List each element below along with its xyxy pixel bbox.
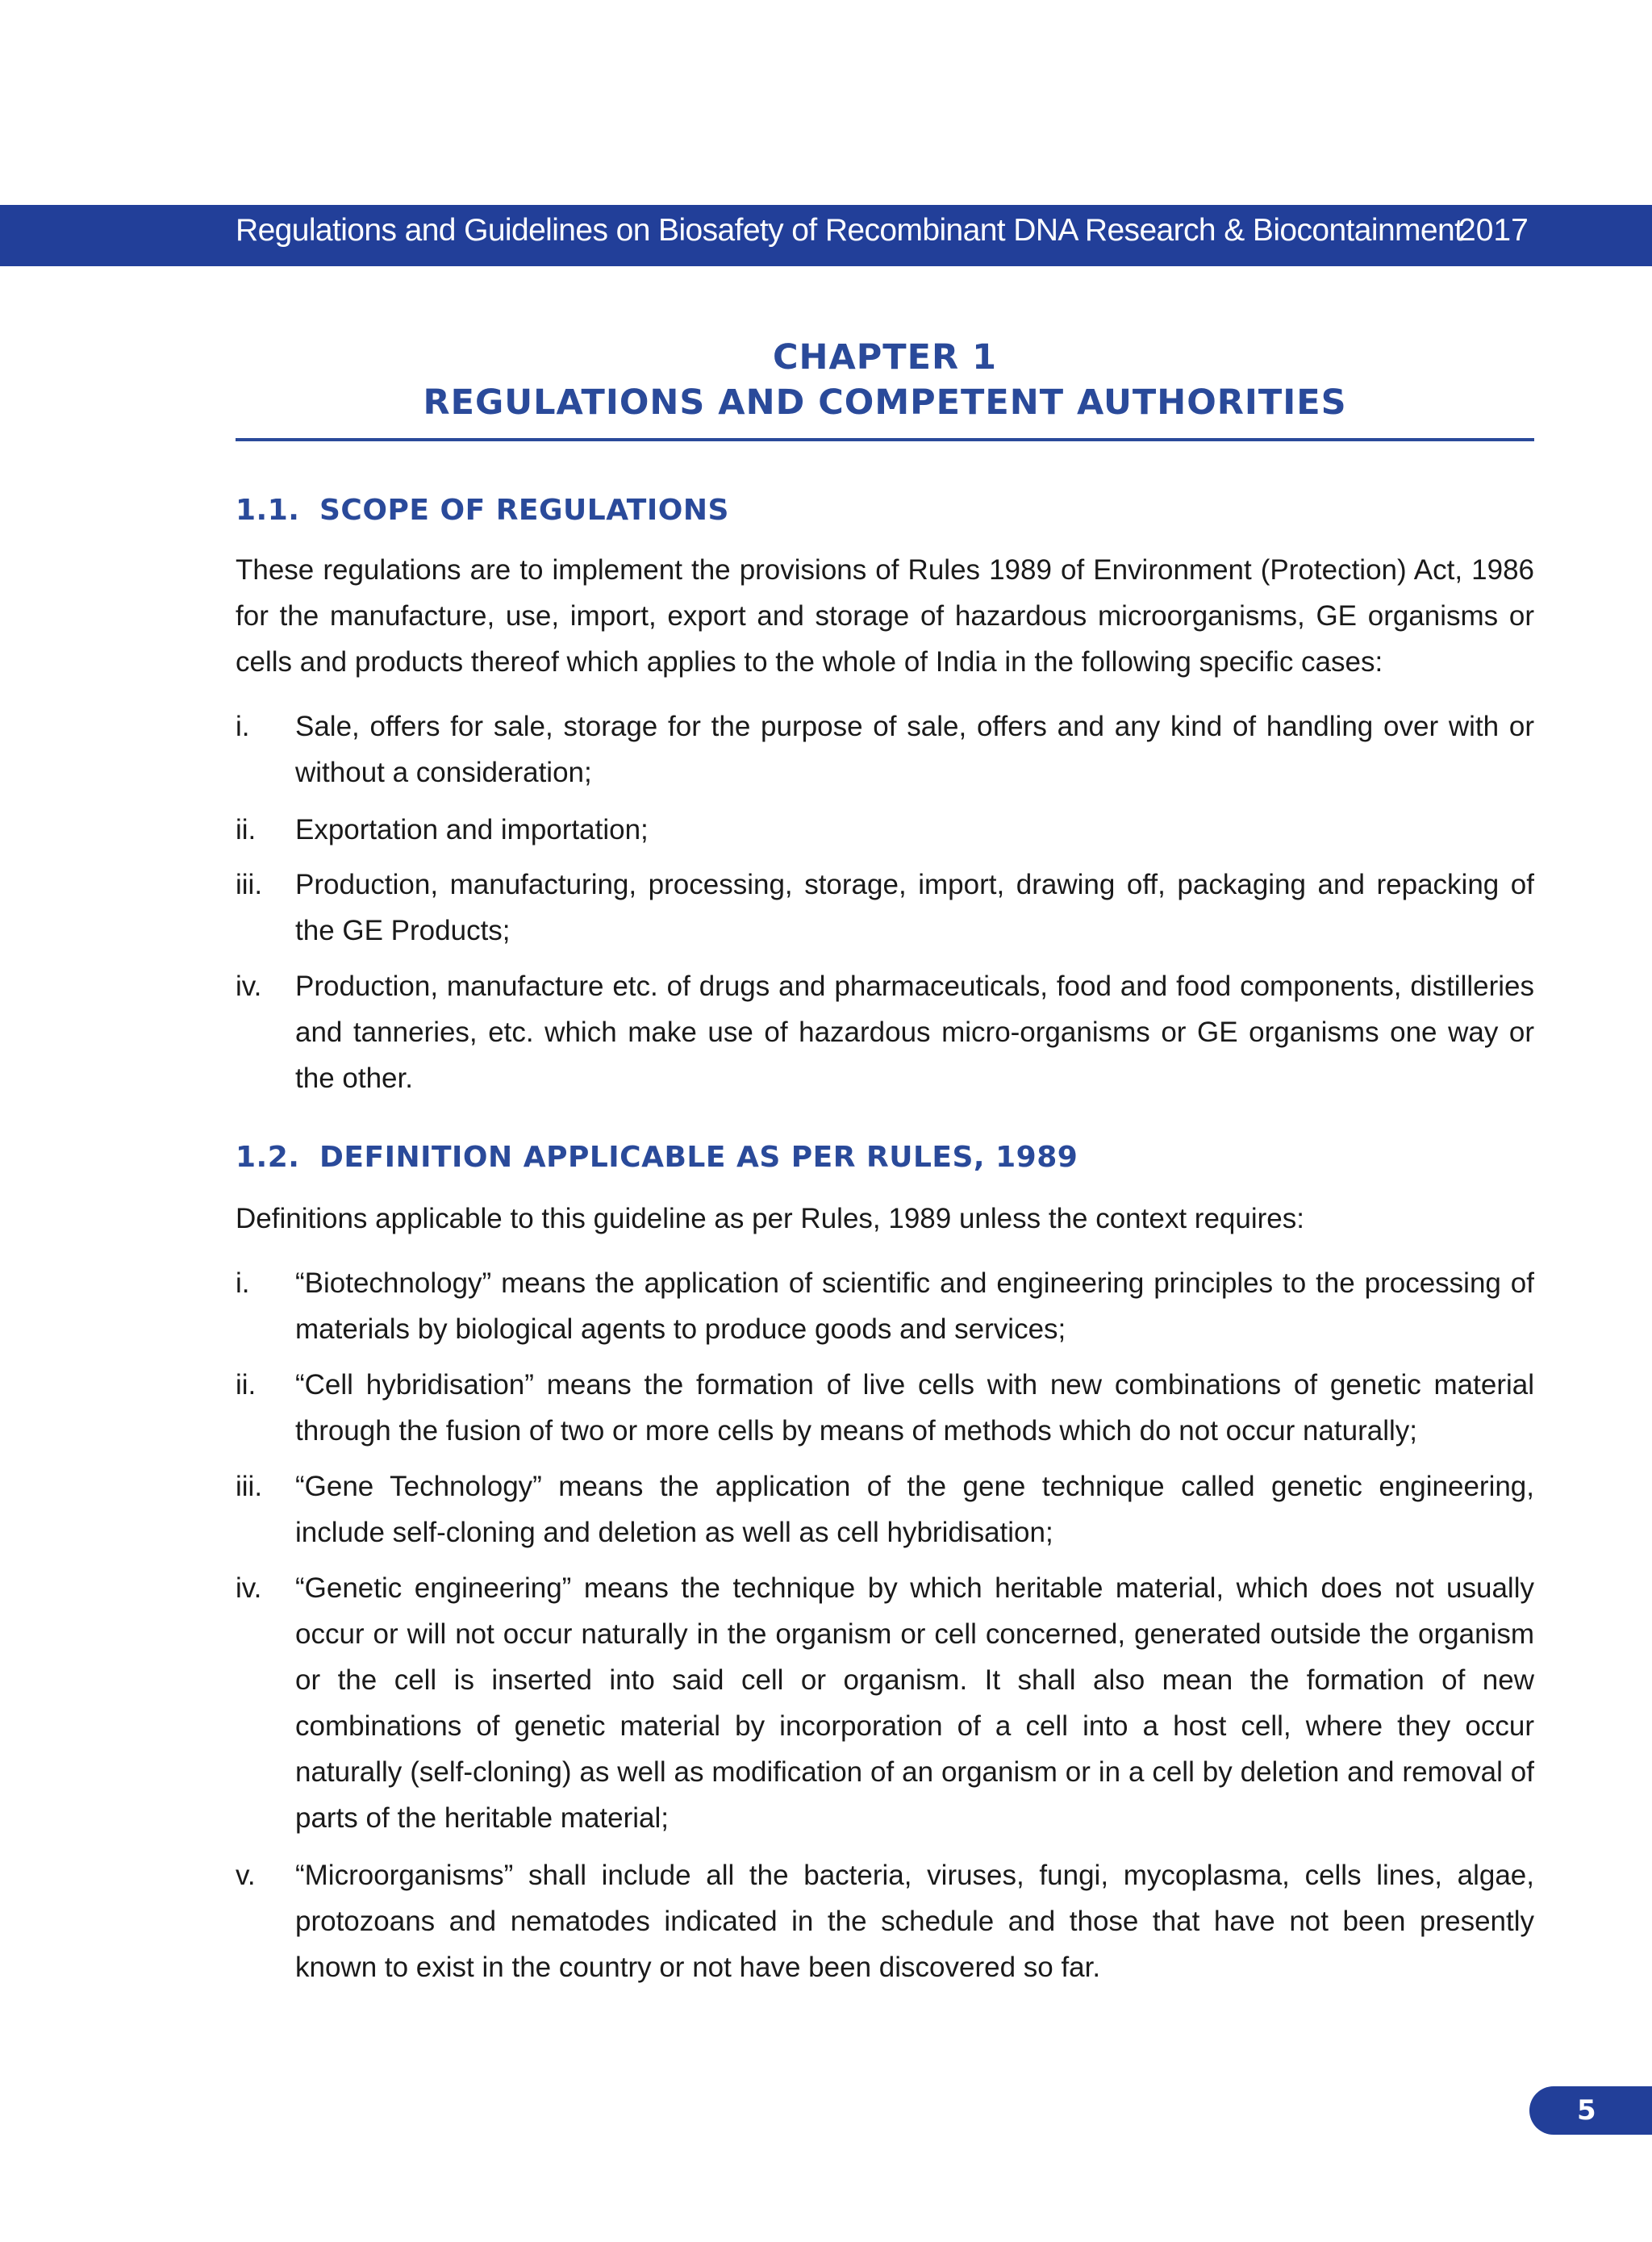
list-item bbox=[236, 1565, 1534, 1841]
list-marker: iv. bbox=[236, 971, 262, 1002]
section-title: DEFINITION APPLICABLE AS PER RULES, 1989 bbox=[319, 1141, 1078, 1174]
scope-intro-paragraph: These regulations are to implement the provisions of Rules 1989 of Environment (Protection) Act, 1986 for the manufacture, use, import, export and storage of hazardous microorganisms, GE organisms or cells and products thereof which applies to the whole of India in the following specific cases: bbox=[236, 554, 1534, 678]
list-item bbox=[236, 703, 1534, 795]
chapter-title: REGULATIONS AND COMPETENT AUTHORITIES bbox=[423, 382, 1347, 423]
list-item bbox=[236, 862, 1534, 954]
list-marker: ii. bbox=[236, 1369, 257, 1401]
section-heading-definitions bbox=[236, 1141, 1078, 1174]
list-item bbox=[236, 1362, 1534, 1454]
section-title: SCOPE OF REGULATIONS bbox=[319, 494, 729, 527]
list-marker: i. bbox=[236, 711, 250, 742]
section-number: 1.1. bbox=[236, 494, 300, 527]
list-text: “Genetic engineering” means the technique by which heritable material, which does not usually occur or will not occur naturally in the organism or cell concerned, generated outside the organism or the cell is inserted into said cell or organism. It shall also mean the formation of new combinations of genetic material by incorporation of a cell into a host cell, where they occur naturally (self-cloning) as well as modification of an organism or in a cell by deletion and removal of parts of the heritable material; bbox=[295, 1572, 1534, 1834]
running-header-title: Regulations and Guidelines on Biosafety of Recombinant DNA Research & Biocontainment bbox=[236, 213, 1463, 248]
list-item bbox=[236, 1260, 1534, 1352]
list-text: Production, manufacture etc. of drugs and pharmaceuticals, food and food components, distilleries and tanneries, etc. which make use of hazardous micro-organisms or GE organisms one way or the other. bbox=[295, 971, 1534, 1094]
list-marker: ii. bbox=[236, 814, 257, 845]
list-item bbox=[236, 1463, 1534, 1555]
list-text: Exportation and importation; bbox=[295, 814, 649, 845]
definitions-intro-paragraph: Definitions applicable to this guideline as per Rules, 1989 unless the context requires: bbox=[236, 1203, 1304, 1234]
list-text: “Cell hybridisation” means the formation of live cells with new combinations of genetic material through the fusion of two or more cells by means of methods which do not occur naturally; bbox=[295, 1369, 1534, 1447]
chapter-number: CHAPTER 1 bbox=[772, 337, 998, 378]
list-marker: v. bbox=[236, 1860, 256, 1891]
section-heading-scope bbox=[236, 494, 729, 527]
running-header-year: 2017 bbox=[1458, 213, 1529, 248]
chapter-divider bbox=[236, 438, 1534, 441]
list-marker: iii. bbox=[236, 1471, 263, 1502]
list-marker: iii. bbox=[236, 869, 263, 900]
list-text: Sale, offers for sale, storage for the purpose of sale, offers and any kind of handling over with or without a consideration; bbox=[295, 711, 1534, 788]
list-item bbox=[236, 963, 1534, 1101]
list-text: “Gene Technology” means the application of the gene technique called genetic engineering, include self-cloning and deletion as well as cell hybridisation; bbox=[295, 1471, 1534, 1548]
list-text: “Biotechnology” means the application of scientific and engineering principles to the processing of materials by biological agents to produce goods and services; bbox=[295, 1267, 1534, 1345]
list-text: “Microorganisms” shall include all the bacteria, viruses, fungi, mycoplasma, cells lines, algae, protozoans and nematodes indicated in the schedule and those that have not been presently known to exist in the country or not have been discovered so far. bbox=[295, 1860, 1534, 1983]
list-text: Production, manufacturing, processing, storage, import, drawing off, packaging and repacking of the GE Products; bbox=[295, 869, 1534, 946]
list-item bbox=[236, 1852, 1534, 1990]
list-item bbox=[236, 807, 1534, 853]
list-marker: iv. bbox=[236, 1572, 262, 1604]
section-number: 1.2. bbox=[236, 1141, 300, 1174]
list-marker: i. bbox=[236, 1267, 250, 1299]
page-number: 5 bbox=[1577, 2094, 1596, 2127]
